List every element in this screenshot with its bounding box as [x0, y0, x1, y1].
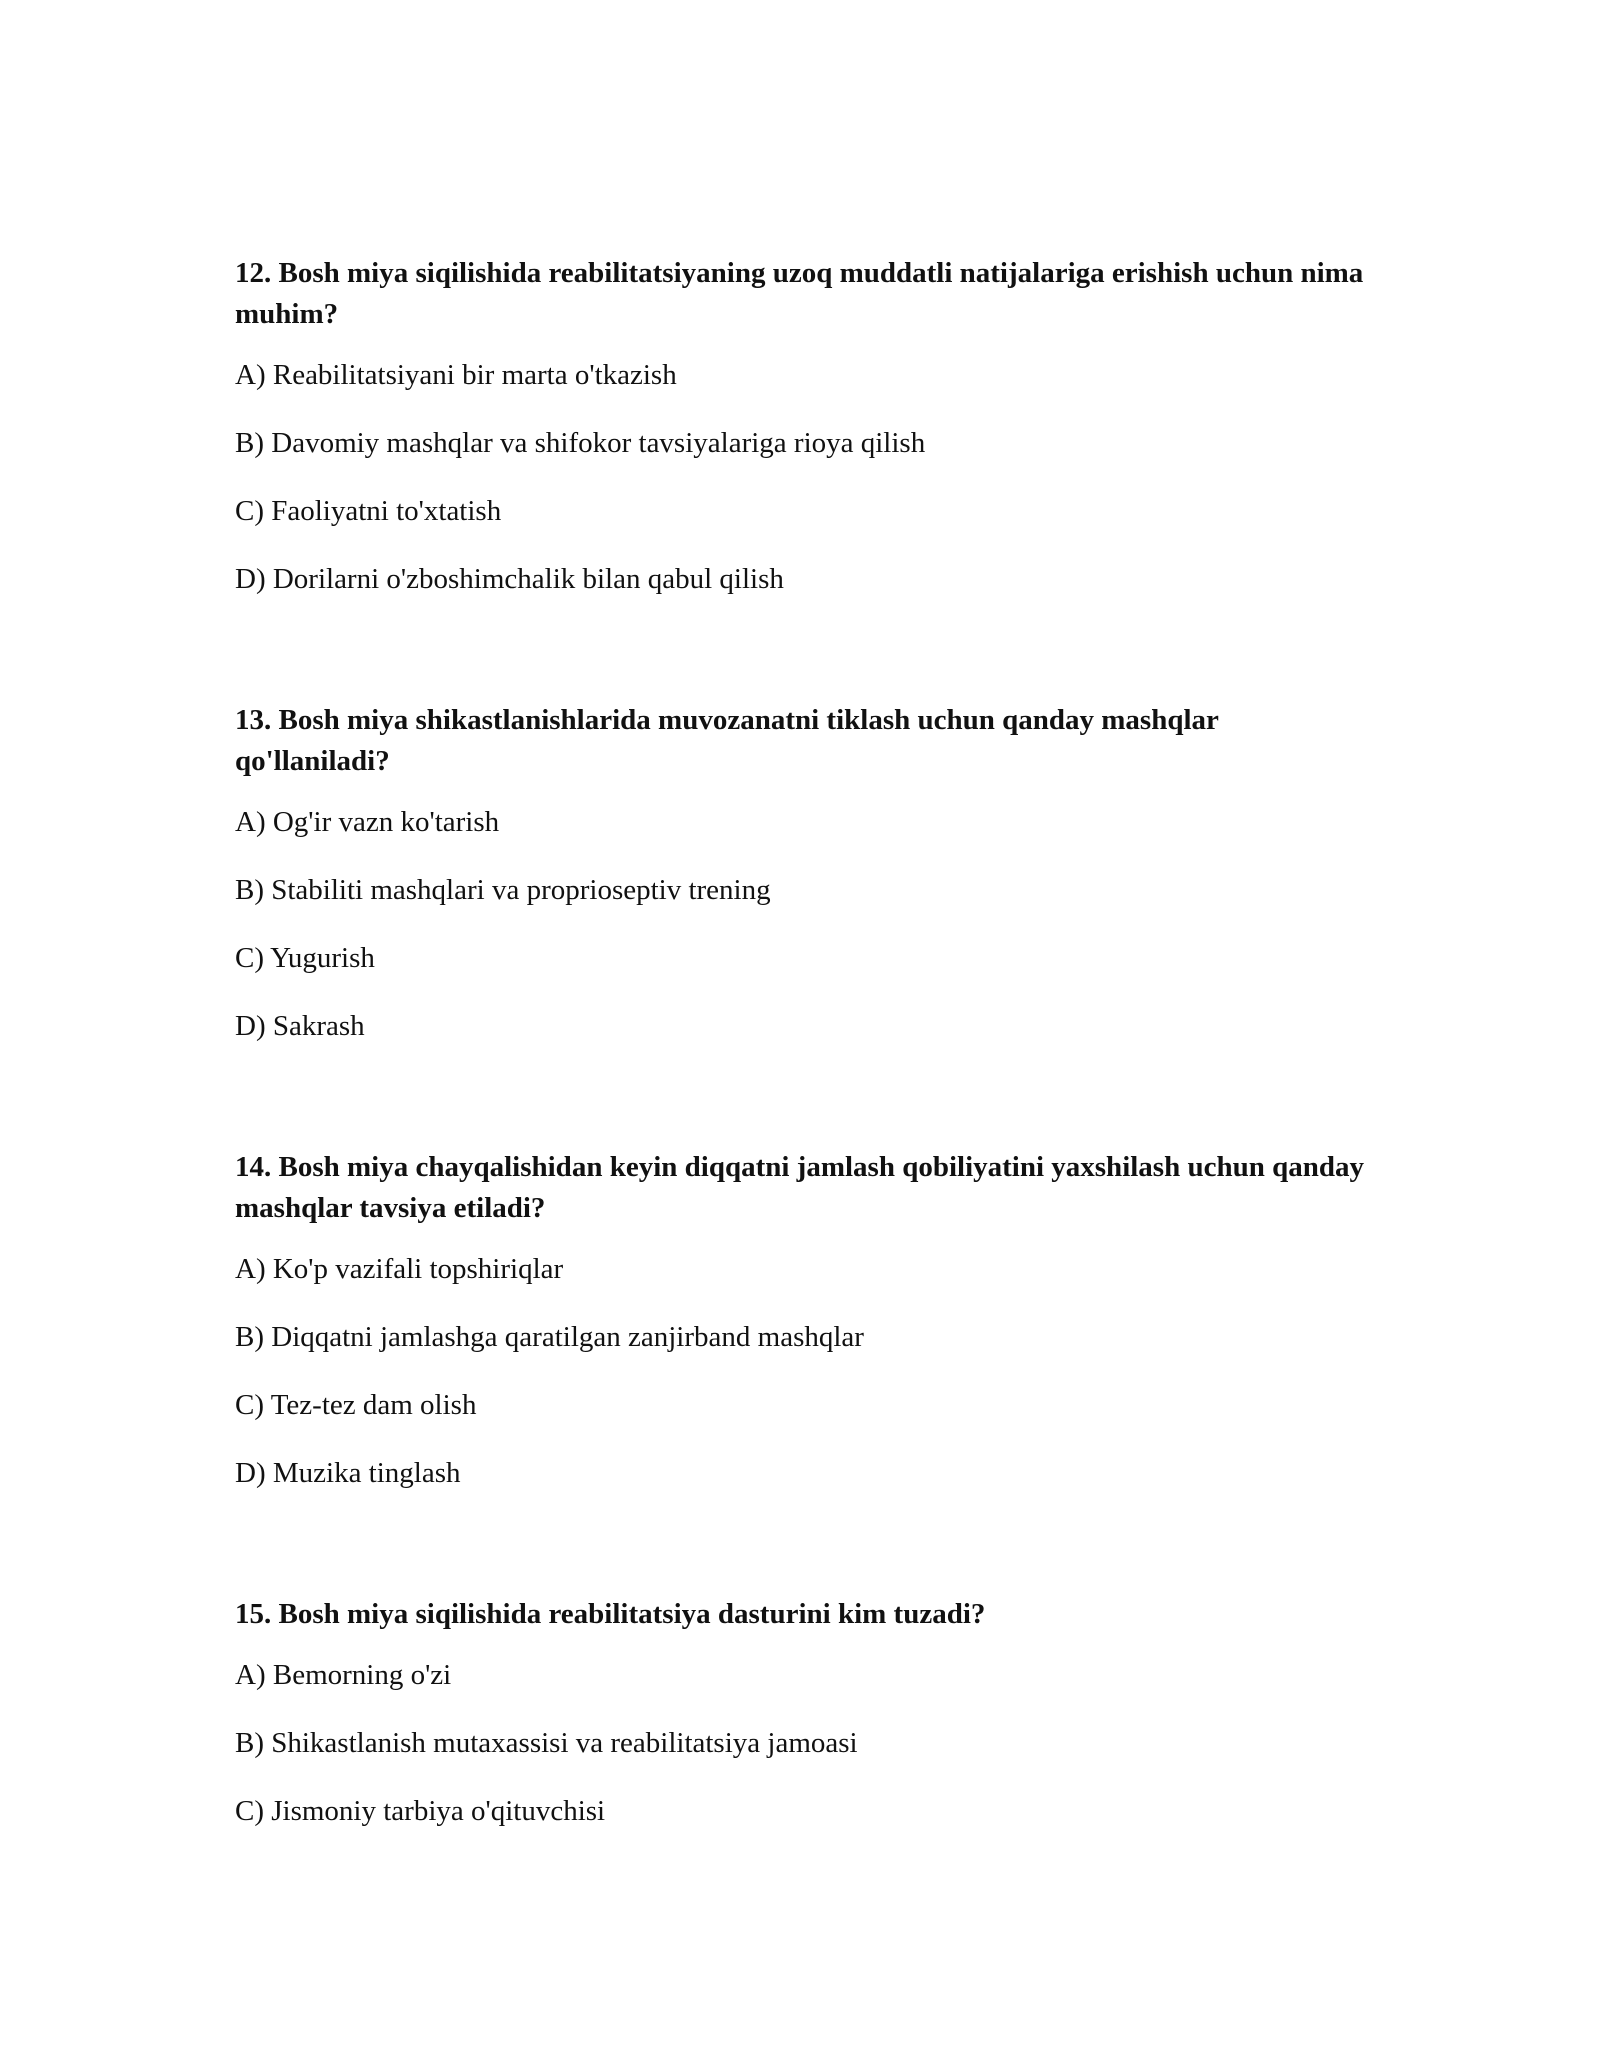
option-a: A) Og'ir vazn ko'tarish: [235, 806, 500, 838]
question-text: 13. Bosh miya shikastlanishlarida muvozanatni tiklash uchun qanday mashqlar qo'llaniladi?: [235, 704, 1219, 777]
option-d: D) Sakrash: [235, 1010, 365, 1042]
option-c: C) Yugurish: [235, 942, 375, 974]
question-text: 15. Bosh miya siqilishida reabilitatsiya dasturini kim tuzadi?: [235, 1598, 986, 1630]
option-d: D) Dorilarni o'zboshimchalik bilan qabul qilish: [235, 563, 784, 595]
question-14: [235, 1147, 1375, 1521]
question-15: [235, 1594, 1375, 1859]
option-c: C) Tez-tez dam olish: [235, 1389, 477, 1421]
option-d: D) Muzika tinglash: [235, 1457, 461, 1489]
option-a: A) Bemorning o'zi: [235, 1659, 452, 1691]
option-b: B) Diqqatni jamlashga qaratilgan zanjirband mashqlar: [235, 1321, 864, 1353]
option-b: B) Davomiy mashqlar va shifokor tavsiyalariga rioya qilish: [235, 427, 926, 459]
question-text: 14. Bosh miya chayqalishidan keyin diqqatni jamlash qobiliyatini yaxshilash uchun qanday mashqlar tavsiya etiladi?: [235, 1151, 1364, 1224]
option-b: B) Shikastlanish mutaxassisi va reabilitatsiya jamoasi: [235, 1727, 858, 1759]
option-c: C) Faoliyatni to'xtatish: [235, 495, 502, 527]
question-12: [235, 253, 1375, 627]
question-13: [235, 700, 1375, 1074]
option-b: B) Stabiliti mashqlari va proprioseptiv trening: [235, 874, 771, 906]
option-a: A) Ko'p vazifali topshiriqlar: [235, 1253, 564, 1285]
question-text: 12. Bosh miya siqilishida reabilitatsiyaning uzoq muddatli natijalariga erishish uchun nima muhim?: [235, 257, 1364, 330]
option-c: C) Jismoniy tarbiya o'qituvchisi: [235, 1795, 606, 1827]
option-a: A) Reabilitatsiyani bir marta o'tkazish: [235, 359, 677, 391]
